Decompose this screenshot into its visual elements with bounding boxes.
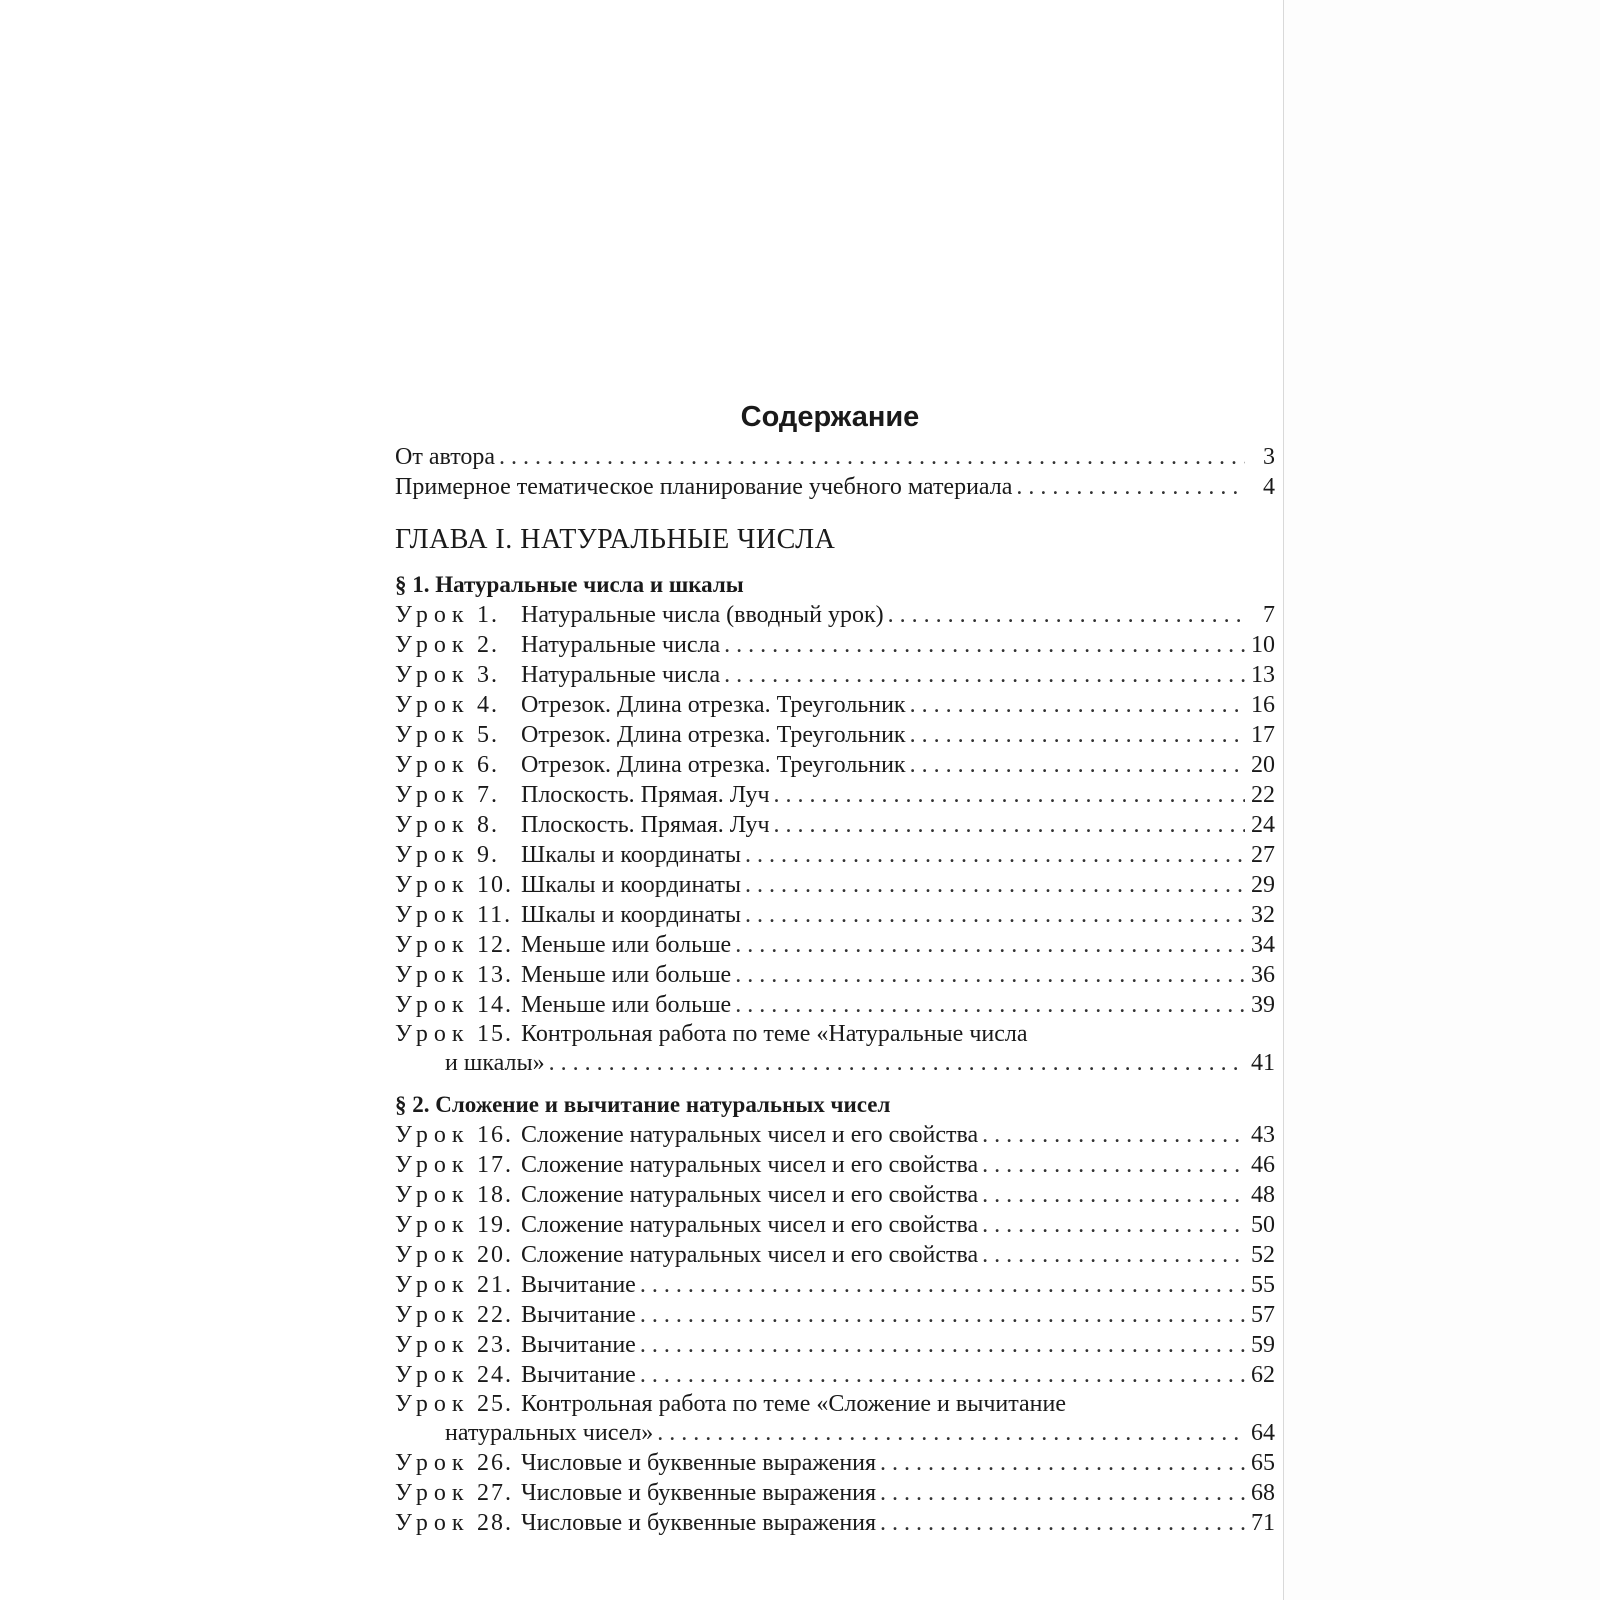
lesson-title: Плоскость. Прямая. Луч — [521, 782, 770, 808]
dot-leader — [724, 630, 1245, 660]
lesson-entry[interactable] — [395, 960, 1275, 990]
toc-entry-label: От автора — [395, 444, 496, 470]
lesson-lead — [395, 1360, 521, 1390]
lesson-entry[interactable] — [395, 810, 1275, 840]
lesson-entry[interactable] — [395, 660, 1275, 690]
dot-leader — [982, 1120, 1245, 1150]
lesson-prefix: Урок — [395, 962, 470, 988]
dot-leader — [880, 1508, 1245, 1538]
lesson-number: 20. — [477, 1242, 513, 1268]
lesson-lead — [395, 1478, 521, 1508]
lesson-title: Числовые и буквенные выражения — [521, 1480, 877, 1506]
lesson-lead — [395, 840, 521, 870]
lesson-prefix: Урок — [395, 1391, 470, 1417]
lesson-entry[interactable] — [395, 720, 1275, 750]
lesson-title: Контрольная работа по теме «Сложение и вычитание — [521, 1391, 1067, 1417]
lesson-page: 41 — [1251, 1050, 1275, 1076]
lesson-prefix: Урок — [395, 872, 470, 898]
lesson-lead — [395, 630, 521, 660]
lesson-title: Вычитание — [521, 1362, 636, 1388]
lesson-number: 4. — [477, 692, 499, 718]
lesson-title: Отрезок. Длина отрезка. Треугольник — [521, 722, 906, 748]
lesson-entry[interactable] — [395, 1330, 1275, 1360]
lesson-lead — [395, 780, 521, 810]
lesson-prefix: Урок — [395, 662, 470, 688]
lesson-prefix: Урок — [395, 1450, 470, 1476]
lesson-number: 7. — [477, 782, 499, 808]
dot-leader — [910, 720, 1245, 750]
dot-leader — [549, 1049, 1245, 1078]
lesson-entry[interactable] — [395, 1360, 1275, 1390]
lesson-entry[interactable] — [395, 1390, 1275, 1448]
lesson-title: Шкалы и координаты — [521, 842, 741, 868]
lesson-prefix: Урок — [395, 1272, 470, 1298]
lesson-page: 64 — [1251, 1420, 1275, 1446]
lesson-prefix: Урок — [395, 692, 470, 718]
lesson-prefix: Урок — [395, 1510, 470, 1536]
dot-leader — [745, 840, 1245, 870]
lesson-entry[interactable] — [395, 1120, 1275, 1150]
lesson-entry[interactable] — [395, 1210, 1275, 1240]
lesson-number: 24. — [477, 1362, 513, 1388]
lesson-entry[interactable] — [395, 600, 1275, 630]
lesson-lead — [395, 690, 521, 720]
lesson-title: Меньше или больше — [521, 962, 732, 988]
lesson-number: 11. — [477, 902, 513, 928]
chapter-heading[interactable]: ГЛАВА I. НАТУРАЛЬНЫЕ ЧИСЛА — [395, 524, 836, 555]
dot-leader — [499, 442, 1245, 472]
lesson-lead — [395, 930, 521, 960]
lesson-entry[interactable] — [395, 1180, 1275, 1210]
dot-leader — [982, 1180, 1245, 1210]
lesson-page: 32 — [1251, 902, 1275, 928]
lesson-prefix: Урок — [395, 1362, 470, 1388]
lesson-entry[interactable] — [395, 840, 1275, 870]
dot-leader — [735, 960, 1245, 990]
lesson-page: 22 — [1251, 782, 1275, 808]
lesson-lead — [395, 1508, 521, 1538]
lesson-lead — [395, 810, 521, 840]
lesson-title: Числовые и буквенные выражения — [521, 1510, 877, 1536]
lesson-lead — [395, 870, 521, 900]
lesson-entry[interactable] — [395, 690, 1275, 720]
lesson-page: 39 — [1251, 992, 1275, 1018]
lesson-title: Сложение натуральных чисел и его свойства — [521, 1152, 979, 1178]
dot-leader — [1016, 472, 1245, 502]
lesson-prefix: Урок — [395, 1152, 470, 1178]
lesson-number: 3. — [477, 662, 499, 688]
lesson-first-line — [395, 1020, 1275, 1049]
lesson-page: 46 — [1251, 1152, 1275, 1178]
dot-leader — [880, 1448, 1245, 1478]
lesson-number: 9. — [477, 842, 499, 868]
lesson-page: 52 — [1251, 1242, 1275, 1268]
lesson-number: 15. — [477, 1021, 513, 1047]
lesson-entry[interactable] — [395, 900, 1275, 930]
lesson-lead — [395, 1180, 521, 1210]
lesson-number: 19. — [477, 1212, 513, 1238]
lesson-page: 7 — [1263, 602, 1275, 628]
lesson-prefix: Урок — [395, 812, 470, 838]
lesson-title: Вычитание — [521, 1332, 636, 1358]
lesson-prefix: Урок — [395, 1332, 470, 1358]
lesson-title: Меньше или больше — [521, 932, 732, 958]
lesson-title: Шкалы и координаты — [521, 872, 741, 898]
lesson-prefix: Урок — [395, 1212, 470, 1238]
lesson-title: Отрезок. Длина отрезка. Треугольник — [521, 692, 906, 718]
lesson-title: Натуральные числа — [521, 632, 721, 658]
lesson-lead — [395, 720, 521, 750]
lesson-title: Вычитание — [521, 1302, 636, 1328]
lesson-page: 27 — [1251, 842, 1275, 868]
lesson-lead — [395, 1210, 521, 1240]
lesson-number: 5. — [477, 722, 499, 748]
lesson-prefix: Урок — [395, 902, 470, 928]
lesson-wrap — [395, 1020, 1275, 1078]
lesson-number: 2. — [477, 632, 499, 658]
lesson-title: Отрезок. Длина отрезка. Треугольник — [521, 752, 906, 778]
lesson-prefix: Урок — [395, 1242, 470, 1268]
section-heading[interactable]: § 2. Сложение и вычитание натуральных чисел — [395, 1092, 891, 1117]
lesson-page: 13 — [1251, 662, 1275, 688]
lesson-entry[interactable] — [395, 1150, 1275, 1180]
lesson-wrap — [395, 1390, 1275, 1448]
dot-leader — [745, 900, 1245, 930]
lesson-page: 17 — [1251, 722, 1275, 748]
lesson-number: 23. — [477, 1332, 513, 1358]
lesson-title: Сложение натуральных чисел и его свойства — [521, 1212, 979, 1238]
dot-leader — [640, 1360, 1245, 1390]
lesson-last-line — [395, 1049, 1275, 1078]
table-of-contents — [395, 392, 1275, 1538]
dot-leader — [888, 600, 1245, 630]
toc-entry-planning[interactable] — [395, 472, 1275, 502]
lesson-entry[interactable] — [395, 1478, 1275, 1508]
lesson-prefix: Урок — [395, 842, 470, 868]
page-edge — [1283, 0, 1284, 1600]
lesson-lead — [395, 960, 521, 990]
toc-entry-author[interactable] — [395, 442, 1275, 472]
lesson-prefix: Урок — [395, 1182, 470, 1208]
lesson-title: Шкалы и координаты — [521, 902, 741, 928]
lesson-page: 43 — [1251, 1122, 1275, 1148]
lesson-entry[interactable] — [395, 930, 1275, 960]
lesson-page: 55 — [1251, 1272, 1275, 1298]
dot-leader — [880, 1478, 1245, 1508]
lesson-lead — [395, 1120, 521, 1150]
lesson-page: 65 — [1251, 1450, 1275, 1476]
lesson-number: 6. — [477, 752, 499, 778]
lesson-prefix: Урок — [395, 1021, 470, 1047]
lesson-number: 22. — [477, 1302, 513, 1328]
toc-entry-page: 3 — [1263, 444, 1275, 470]
lesson-entry[interactable] — [395, 750, 1275, 780]
lesson-page: 36 — [1251, 962, 1275, 988]
dot-leader — [982, 1150, 1245, 1180]
lesson-prefix: Урок — [395, 602, 470, 628]
lesson-last-line — [395, 1419, 1275, 1448]
lesson-prefix: Урок — [395, 1302, 470, 1328]
lesson-lead — [395, 750, 521, 780]
lesson-page: 29 — [1251, 872, 1275, 898]
lesson-title: Натуральные числа (вводный урок) — [521, 602, 884, 628]
lesson-title: Сложение натуральных чисел и его свойства — [521, 1122, 979, 1148]
page-title: Содержание — [740, 401, 920, 433]
lesson-entry[interactable] — [395, 1300, 1275, 1330]
lesson-number: 8. — [477, 812, 499, 838]
lesson-prefix: Урок — [395, 1480, 470, 1506]
lesson-lead — [395, 1391, 521, 1417]
lesson-number: 16. — [477, 1122, 513, 1148]
lesson-title: Сложение натуральных чисел и его свойства — [521, 1182, 979, 1208]
lesson-lead — [395, 660, 521, 690]
lesson-page: 34 — [1251, 932, 1275, 958]
dot-leader — [640, 1300, 1245, 1330]
lesson-page: 62 — [1251, 1362, 1275, 1388]
lesson-entry[interactable] — [395, 780, 1275, 810]
dot-leader — [774, 810, 1245, 840]
dot-leader — [724, 660, 1245, 690]
section-heading[interactable]: § 1. Натуральные числа и шкалы — [395, 572, 744, 597]
lesson-number: 14. — [477, 992, 513, 1018]
lesson-lead — [395, 1150, 521, 1180]
lesson-entry[interactable] — [395, 1448, 1275, 1478]
lesson-number: 10. — [477, 872, 513, 898]
lesson-lead — [395, 1240, 521, 1270]
lesson-page: 20 — [1251, 752, 1275, 778]
dot-leader — [982, 1240, 1245, 1270]
lesson-prefix: Урок — [395, 782, 470, 808]
lesson-page: 48 — [1251, 1182, 1275, 1208]
lesson-title: Числовые и буквенные выражения — [521, 1450, 877, 1476]
lesson-entry[interactable] — [395, 1240, 1275, 1270]
lesson-lead — [395, 990, 521, 1020]
lesson-number: 21. — [477, 1272, 513, 1298]
lesson-number: 1. — [477, 602, 499, 628]
dot-leader — [735, 990, 1245, 1020]
lesson-prefix: Урок — [395, 752, 470, 778]
lesson-page: 24 — [1251, 812, 1275, 838]
lesson-page: 59 — [1251, 1332, 1275, 1358]
lesson-lead — [395, 600, 521, 630]
page-margin — [1284, 0, 1600, 1600]
lesson-number: 25. — [477, 1391, 513, 1417]
lesson-entry[interactable] — [395, 870, 1275, 900]
lesson-prefix: Урок — [395, 722, 470, 748]
lesson-number: 27. — [477, 1480, 513, 1506]
lesson-title: Сложение натуральных чисел и его свойства — [521, 1242, 979, 1268]
lesson-number: 13. — [477, 962, 513, 988]
lesson-prefix: Урок — [395, 932, 470, 958]
lesson-number: 26. — [477, 1450, 513, 1476]
lesson-page: 57 — [1251, 1302, 1275, 1328]
lesson-prefix: Урок — [395, 1122, 470, 1148]
dot-leader — [640, 1330, 1245, 1360]
lesson-title: Плоскость. Прямая. Луч — [521, 812, 770, 838]
lesson-prefix: Урок — [395, 632, 470, 658]
toc-entry-page: 4 — [1263, 474, 1275, 500]
lesson-title: Натуральные числа — [521, 662, 721, 688]
lesson-lead — [395, 1270, 521, 1300]
lesson-page: 71 — [1251, 1510, 1275, 1536]
toc-entry-label: Примерное тематическое планирование учебного материала — [395, 474, 1013, 500]
dot-leader — [735, 930, 1245, 960]
dot-leader — [745, 870, 1245, 900]
lesson-lead — [395, 900, 521, 930]
dot-leader — [910, 750, 1245, 780]
dot-leader — [657, 1419, 1245, 1448]
lesson-entry[interactable] — [395, 1508, 1275, 1538]
lesson-entry[interactable] — [395, 1270, 1275, 1300]
lesson-number: 12. — [477, 932, 513, 958]
lesson-title-continuation: натуральных чисел» — [445, 1420, 654, 1446]
lesson-title-continuation: и шкалы» — [445, 1050, 545, 1076]
lesson-page: 68 — [1251, 1480, 1275, 1506]
lesson-title: Вычитание — [521, 1272, 636, 1298]
lesson-entry[interactable] — [395, 630, 1275, 660]
lesson-prefix: Урок — [395, 992, 470, 1018]
dot-leader — [640, 1270, 1245, 1300]
dot-leader — [982, 1210, 1245, 1240]
lesson-entry[interactable] — [395, 1020, 1275, 1078]
lesson-lead — [395, 1300, 521, 1330]
dot-leader — [774, 780, 1245, 810]
lesson-lead — [395, 1021, 521, 1047]
lesson-page: 50 — [1251, 1212, 1275, 1238]
lesson-lead — [395, 1330, 521, 1360]
dot-leader — [910, 690, 1245, 720]
lesson-page: 16 — [1251, 692, 1275, 718]
lesson-lead — [395, 1448, 521, 1478]
lesson-first-line — [395, 1390, 1275, 1419]
lesson-entry[interactable] — [395, 990, 1275, 1020]
lesson-number: 17. — [477, 1152, 513, 1178]
lesson-page: 10 — [1251, 632, 1275, 658]
sections-container — [395, 570, 1275, 1538]
lesson-title: Меньше или больше — [521, 992, 732, 1018]
lesson-number: 28. — [477, 1510, 513, 1536]
lesson-title: Контрольная работа по теме «Натуральные числа — [521, 1021, 1028, 1047]
lesson-number: 18. — [477, 1182, 513, 1208]
